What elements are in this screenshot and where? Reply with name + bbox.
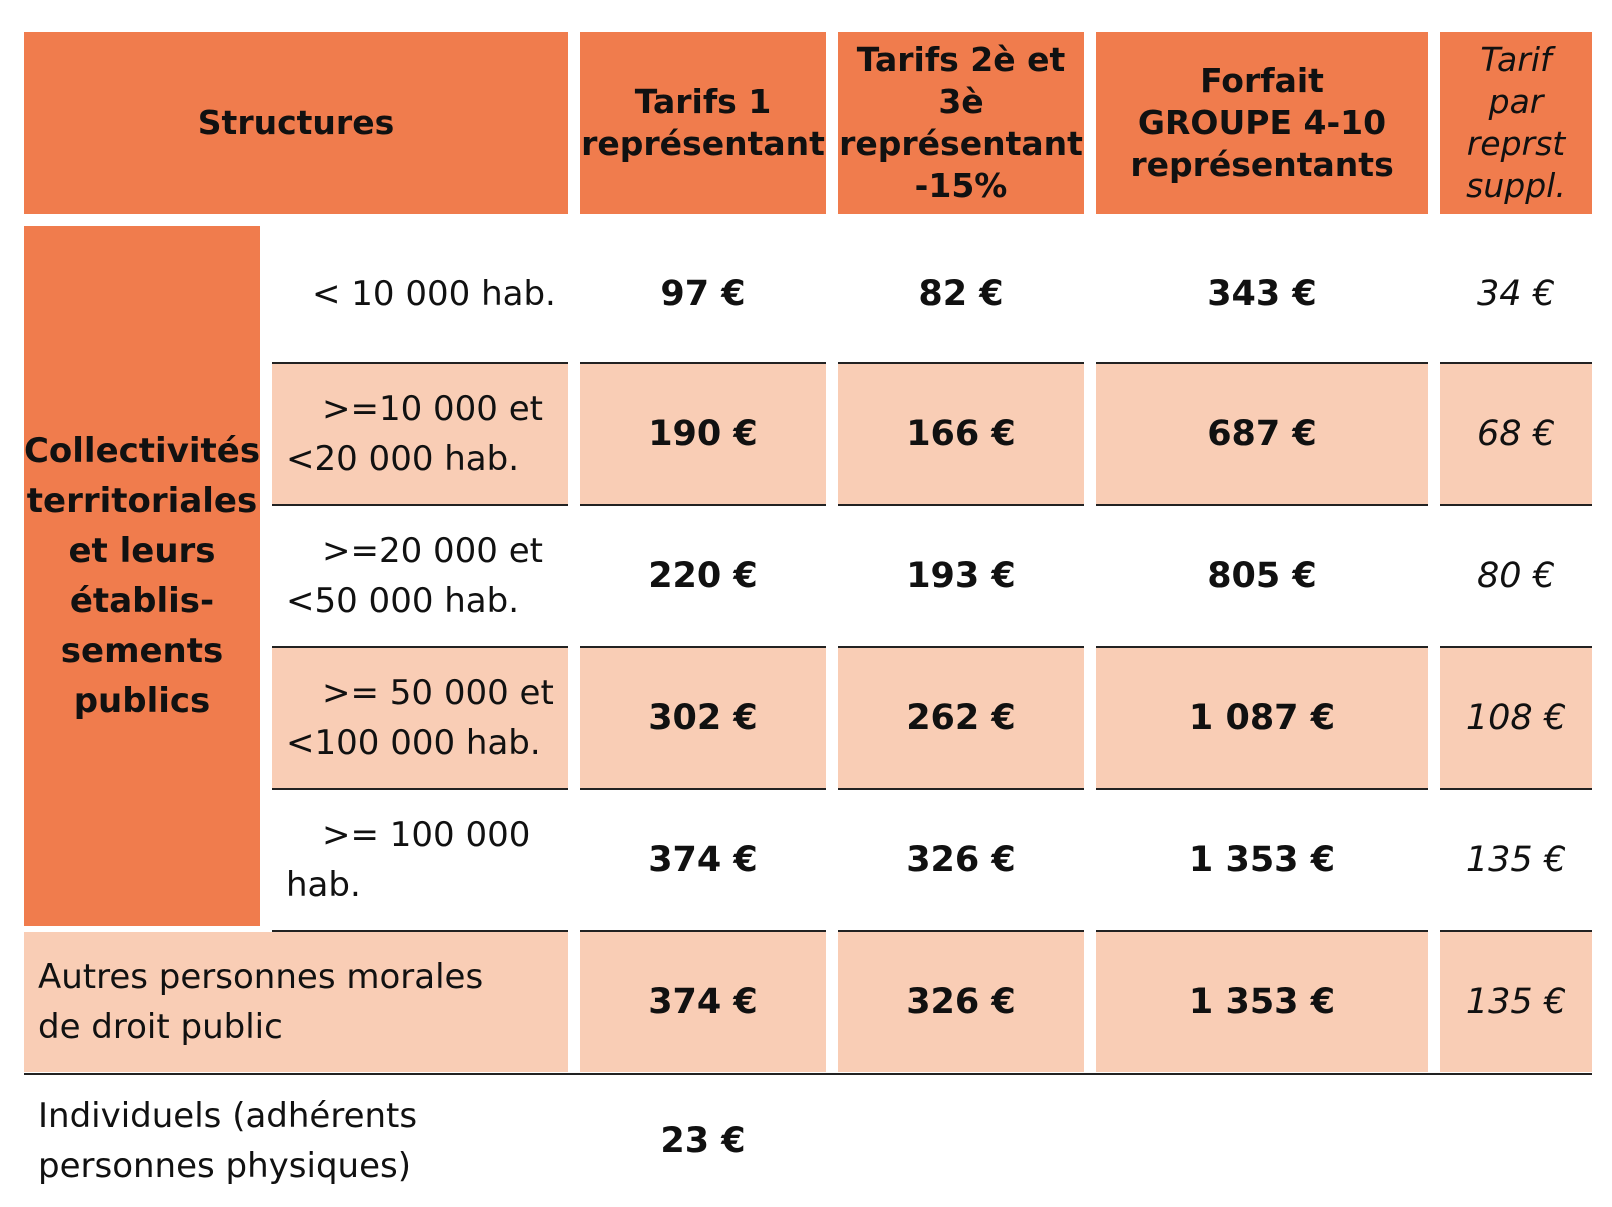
row5-supp: 135 € [1465, 840, 1567, 880]
row2-tarif1: 190 € [580, 364, 826, 504]
header-forfait-groupe: Forfait GROUPE 4-10 représentants [1096, 32, 1428, 214]
row5-forfait: 1 353 € [1188, 840, 1336, 880]
row-label-line-2: <50 000 hab. [286, 581, 520, 621]
row-label-line-1: >=20 000 et [322, 531, 543, 571]
divider [24, 1073, 1592, 1075]
row-label-10000-20000 [272, 364, 568, 504]
row3-forfait: 805 € [1207, 556, 1317, 596]
row2-forfait: 687 € [1096, 364, 1428, 504]
row-label-line-1: >= 50 000 et [322, 673, 554, 713]
row1-forfait: 343 € [1207, 274, 1317, 314]
row5-tarif2: 326 € [906, 840, 1016, 880]
row5-tarif1: 374 € [648, 840, 758, 880]
row4-tarif1: 302 € [580, 648, 826, 788]
row3-tarif1: 220 € [648, 556, 758, 596]
autres-tarif2: 326 € [838, 932, 1084, 1072]
autres-supp: 135 € [1440, 932, 1592, 1072]
row-label-gte-100000 [272, 790, 568, 930]
row-label-line-2: <20 000 hab. [286, 439, 520, 479]
row-label-20000-50000 [272, 506, 568, 646]
header-tarif-1: Tarifs 1 représentant [580, 32, 826, 214]
row-label-line-2: hab. [286, 865, 361, 905]
row1-tarif1: 97 € [660, 274, 746, 314]
row1-supp: 34 € [1477, 274, 1555, 314]
autres-tarif1: 374 € [580, 932, 826, 1072]
row4-tarif2: 262 € [838, 648, 1084, 788]
row3-tarif2: 193 € [906, 556, 1016, 596]
autres-forfait: 1 353 € [1096, 932, 1428, 1072]
row-label-50000-100000 [272, 648, 568, 788]
row-label-individuels: Individuels (adhérents personnes physiques) [38, 1096, 418, 1186]
row-label-lt-10000 [272, 226, 568, 362]
group-collectivites-label: Collectivités territoriales et leurs établis-sements publics [24, 226, 260, 926]
row-label-autres: Autres personnes morales de droit public [24, 932, 568, 1072]
row-label-line-2: <100 000 hab. [286, 723, 541, 763]
row-label-text: < 10 000 hab. [312, 274, 556, 314]
row-label-line-1: >= 100 000 [322, 815, 531, 855]
individuels-tarif1: 23 € [660, 1121, 746, 1161]
row3-supp: 80 € [1477, 556, 1555, 596]
row2-tarif2: 166 € [838, 364, 1084, 504]
row1-tarif2: 82 € [918, 274, 1004, 314]
header-structures: Structures [24, 32, 568, 214]
row4-supp: 108 € [1440, 648, 1592, 788]
row2-supp: 68 € [1440, 364, 1592, 504]
header-tarif-supp: Tarif par reprst suppl. [1440, 32, 1592, 214]
header-tarif-2-3: Tarifs 2è et 3è représentant -15% [838, 32, 1084, 214]
row-label-line-1: >=10 000 et [322, 389, 543, 429]
row4-forfait: 1 087 € [1096, 648, 1428, 788]
